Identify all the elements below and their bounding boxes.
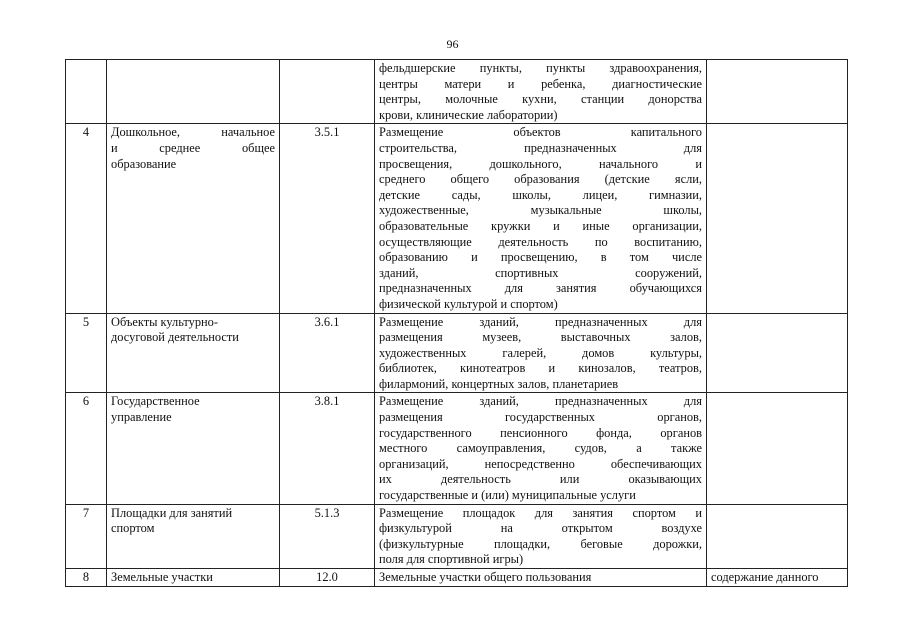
table-row	[66, 60, 848, 124]
row-description	[375, 60, 707, 124]
row-note	[707, 313, 848, 393]
row-code: 5.1.3	[280, 504, 375, 568]
row-code: 12.0	[280, 569, 375, 587]
description-line: размещения государственных органов,	[379, 410, 702, 425]
description-line: государственного пенсионного фонда, органов	[379, 425, 702, 440]
description-line: осуществляющие деятельность по воспитанию,	[379, 234, 702, 249]
table-row	[66, 313, 848, 393]
name-line: образование	[111, 156, 177, 171]
row-number: 6	[66, 393, 107, 504]
description-line: библиотек, кинотеатров и кинозалов, театров,	[379, 361, 702, 376]
name-line: Земельные участки	[111, 570, 213, 584]
row-name	[107, 313, 280, 393]
page-number: 96	[446, 37, 459, 51]
description-line: физкультурой на открытом воздухе	[379, 521, 702, 536]
description-line: центры матери и ребенка, диагностические	[379, 76, 702, 91]
description-line: Размещение зданий, предназначенных для	[379, 314, 702, 329]
row-number: 8	[66, 569, 107, 587]
land-use-table	[65, 59, 848, 587]
row-name	[107, 569, 280, 587]
row-note	[707, 393, 848, 504]
description-line: Земельные участки общего пользования	[379, 570, 592, 584]
row-description	[375, 393, 707, 504]
row-code: 3.8.1	[280, 393, 375, 504]
row-description	[375, 124, 707, 313]
description-line: среднего общего образования (детские ясли,	[379, 172, 702, 187]
description-line: размещения музеев, выставочных залов,	[379, 330, 702, 345]
name-line: Дошкольное, начальное	[111, 125, 275, 140]
description-line: центры, молочные кухни, станции донорства	[379, 92, 702, 107]
name-line: Объекты культурно-	[111, 314, 218, 329]
row-name	[107, 504, 280, 568]
description-line: детские сады, школы, лицеи, гимназии,	[379, 187, 702, 202]
row-description	[375, 504, 707, 568]
description-line: образованию и просвещению, в том числе	[379, 250, 702, 265]
row-note	[707, 504, 848, 568]
row-name	[107, 393, 280, 504]
description-line: (физкультурные площадки, беговые дорожки,	[379, 536, 702, 551]
description-line: просвещения, дошкольного, начального и	[379, 156, 702, 171]
row-number: 7	[66, 504, 107, 568]
description-line: крови, клинические лаборатории)	[379, 107, 558, 122]
description-line: строительства, предназначенных для	[379, 140, 702, 155]
row-code: 3.5.1	[280, 124, 375, 313]
table-row	[66, 569, 848, 587]
description-line: местного самоуправления, судов, а также	[379, 441, 702, 456]
description-line: филармоний, концертных залов, планетариев	[379, 376, 619, 391]
description-line: организаций, непосредственно обеспечивающих	[379, 456, 702, 471]
row-name	[107, 60, 280, 124]
row-code: 3.6.1	[280, 313, 375, 393]
row-number: 4	[66, 124, 107, 313]
name-line: управление	[111, 410, 172, 425]
description-line: Размещение зданий, предназначенных для	[379, 394, 702, 409]
table-row	[66, 504, 848, 568]
description-line: государственные и (или) муниципальные услуги	[379, 488, 636, 503]
row-note	[707, 60, 848, 124]
name-line: досуговой деятельности	[111, 330, 239, 345]
description-line: поля для спортивной игры)	[379, 552, 524, 567]
row-description	[375, 569, 707, 587]
row-number	[66, 60, 107, 124]
row-number: 5	[66, 313, 107, 393]
row-name	[107, 124, 280, 313]
table-row	[66, 124, 848, 313]
row-code	[280, 60, 375, 124]
name-line: Государственное	[111, 394, 200, 409]
description-line: Размещение объектов капитального	[379, 125, 702, 140]
description-line: их деятельность или оказывающих	[379, 472, 702, 487]
row-note	[707, 124, 848, 313]
description-line: художественные, музыкальные школы,	[379, 203, 702, 218]
description-line: образовательные кружки и иные организации,	[379, 218, 702, 233]
description-line: физической культурой и спортом)	[379, 296, 558, 311]
row-description	[375, 313, 707, 393]
description-line: предназначенных для занятия обучающихся	[379, 281, 702, 296]
description-line: зданий, спортивных сооружений,	[379, 265, 702, 280]
name-line: и среднее общее	[111, 140, 275, 155]
description-line: художественных галерей, домов культуры,	[379, 345, 702, 360]
table-row	[66, 393, 848, 504]
row-note: содержание данного	[707, 569, 848, 587]
name-line: спортом	[111, 521, 155, 536]
description-line: Размещение площадок для занятия спортом и	[379, 505, 702, 520]
description-line: фельдшерские пункты, пункты здравоохранения,	[379, 61, 702, 75]
name-line: Площадки для занятий	[111, 505, 233, 520]
